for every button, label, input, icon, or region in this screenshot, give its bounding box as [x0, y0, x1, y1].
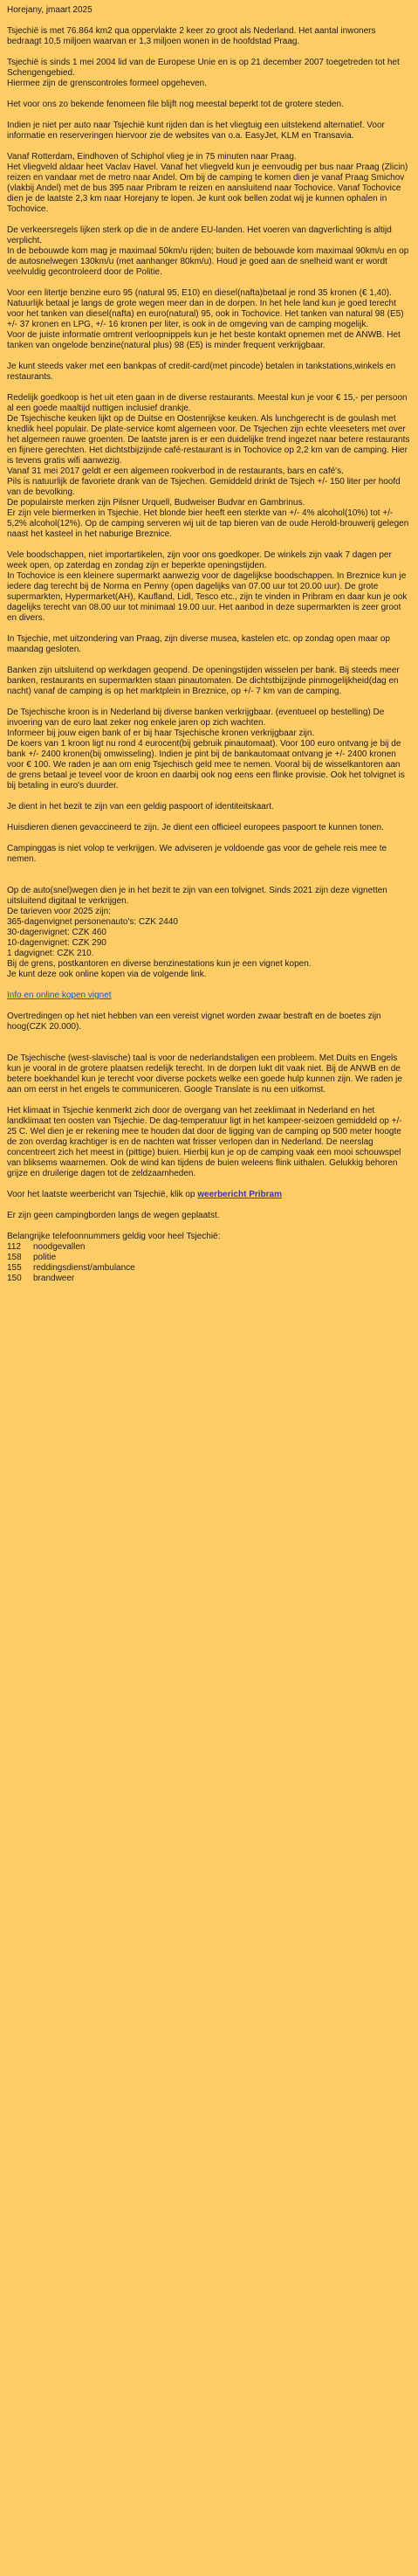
weather-pribram-link[interactable]: weerbericht Pribram: [197, 1190, 282, 1199]
paragraph-airport-route: Vanaf Rotterdam, Eindhoven of Schiphol vlieg je in 75 minuten naar Praag. Het vliegveld aldaar heet Vaclav Havel. Vanaf het vliegveld kun je eenvoudig per bus naar Praag (Zlicin) reizen en vandaar met de metro naar Andel. Om bij de camping te komen dien je vanaf Praag Smichov (vlakbij Andel) met de bus 395 naar Pribram te reizen en aansluitend naar Tochovice. Vanaf Tochovice dien je de laatste 2,3 km naar Horejany te lopen. Je kunt ook bellen zodat wij je kunnen ophalen in Tochovice.: [7, 152, 408, 214]
weather-section: [7, 1190, 411, 1200]
phone-numbers-section: [7, 1232, 411, 1284]
table-row: [7, 1253, 135, 1263]
phone-number: 150: [7, 1274, 22, 1283]
paragraph-banks: Banken zijn uitsluitend op werkdagen geopend. De openingstijden wisselen per bank. Bij steeds meer banken, restaurants en supermarkten staan pinautomaten. De dichtstbijzijnde pinmogelijkheid(dag en nacht) vanaf de camping is op het marktplein in Breznice, op +/- 7 km van de camping.: [7, 666, 400, 696]
paragraph-camping-signs: Er zijn geen campingborden langs de wegen geplaatst.: [7, 1211, 220, 1220]
paragraph-traffic-jams: Het voor ons zo bekende fenomeen file blijft nog meestal beperkt tot de grotere steden.: [7, 100, 344, 109]
table-row: [7, 1242, 135, 1253]
phone-numbers-heading: Belangrijke telefoonnummers geldig voor heel Tsjechië:: [7, 1232, 221, 1241]
vignette-info-link[interactable]: Info en online kopen vignet: [7, 991, 112, 1000]
document-page: [0, 0, 418, 1284]
vignette-outro: Overtredingen op het niet hebben van een vereist vignet worden zwaar bestraft en de boetes zijn hoog(CZK 20.000).: [7, 1012, 381, 1032]
weather-text: Voor het laatste weerbericht van Tsjechië, klik op: [7, 1190, 198, 1199]
paragraph-eu-membership: Tsjechië is sinds 1 mei 2004 lid van de Europese Unie en is op 21 december 2007 toegetreden tot het Schengengebied. Hiermee zijn de grenscontroles formeel opgeheven.: [7, 58, 400, 88]
paragraph-traffic-rules: De verkeersregels lijken sterk op die in de andere EU-landen. Het voeren van dagverlichting is altijd verplicht. In de bebouwde kom mag je maximaal 50km/u rijden; buiten de bebouwde kom maximaal 90km/u en op de autosnelwegen 130km/u (met aanhanger 80km/u). Houd je goed aan de snelheid want er wordt veelvuldig gecontroleerd door de Politie.: [7, 225, 409, 277]
paragraph-passport: Je dient in het bezit te zijn van een geldig paspoort of identiteitskaart.: [7, 802, 274, 811]
phone-number: 158: [7, 1253, 22, 1262]
paragraph-currency: De Tsjechische kroon is in Nederland bij diverse banken verkrijgbaar. (eventueel op bestelling) De invoering van de euro laat zeker nog enkele jaren op zich wachten. Informeer bij jouw eigen bank of er bij haar Tsjechische kronen verkrijgbaar zijn. De koers van 1 kroon ligt nu rond 4 eurocent(bij gebruik pinautomaat). Voor 100 euro ontvang je bij de bank +/- 2400 kronen(bij omwisseling). Indien je pint bij de bankautomaat ontvang je +/- 2400 kronen voor € 100. We raden je aan om enig Tsjechisch geld mee te nemen. Vooral bij de wisselkantoren aan de grens betaal je teveel voor de kroon en daarbij ook nog eens een flinke provisie. Ook het tolvignet is bij betaling in euro's duurder.: [7, 708, 405, 791]
paragraph-restaurants: Redelijk goedkoop is het uit eten gaan in de diverse restaurants. Meestal kun je voor € 15,- per persoon al een goede maaltijd nuttigen inclusief drankje. De Tsjechische keuken lijkt op de Duitse en Oostenrijkse keuken. Als lunchgerecht is de goulash met knedlik heel populair. De plate-service komt algemeen voor. De Tsjechen zijn echte vleeseters met over het algemeen rauwe groenten. De laatste jaren is er een duidelijke trend ingezet naar betere restaurants en fijnere gerechten. Het dichtstbijzijnde café-restaurant is in Tochovice op 2,2 km van de camping. Hier is tevens gratis wifi aanwezig. Vanaf 31 mei 2017 geldt er een algemeen rookverbod in de restaurants, bars en café's. Pils is natuurlijk de favoriete drank van de Tsjechen. Gemiddeld drinkt de Tsjech +/- 150 liter per hoofd van de bevolking. De populairste merken zijn Pilsner Urquell, Budweiser Budvar en Gambrinus. Er zijn vele biermerken in Tsjechie. Het blonde bier heeft een sterkte van +/- 4% alcohol(10%) tot +/- 5,2% alcohol(12%). Op de camping serveren wij uit de tap bieren van de oude Herold-brouwerij gelegen naast het kasteel in het naburige Breznice.: [7, 393, 410, 539]
table-row: [7, 1263, 135, 1274]
paragraph-shopping: Vele boodschappen, niet importartikelen, zijn voor ons goedkoper. De winkels zijn vaak 7 dagen per week open, op zaterdag en zondag zijn er beperkte openingstijden. In Tochovice is een kleinere supermarkt aanwezig voor de dagelijkse boodschappen. In Breznice kun je iedere dag terecht bij de Norma en Penny (open dagelijks van 07.00 uur tot 20.00 uur). De grote supermarkten, Hypermarket(AH), Kaufland, Lidl, Tesco etc., zijn te vinden in Pribram en daar kun je ook dagelijks terecht van 08.00 uur tot minimaal 19.00 uur. Het aanbod in deze supermarkten is zeer groot en divers.: [7, 550, 408, 623]
phone-number: 112: [7, 1242, 21, 1252]
paragraph-camping-gas: Campinggas is niet volop te verkrijgen. We adviseren je voldoende gas voor de gehele reis mee te nemen.: [7, 844, 387, 864]
paragraph-fuel: Voor een litertje benzine euro 95 (natural 95, E10) en diesel(nafta)betaal je rond 35 kronen (€ 1,40). Natuurlijk betaal je langs de grote wegen meer dan in de dorpen. In het hele land kun je goed terecht voor het tanken van diesel(nafta) en euro(natural) 95, ook in Tochovice. Het tanken van natural 98 (E5) +/- 37 kronen en LPG, +/- 16 kronen per liter, is ook in de omgeving van de camping mogelijk. Voor de juiste informatie omtrent verloopnippels kun je het beste kontakt opnemen met de ANWB. Het tanken van ongelode benzine(natural plus) 98 (E5) is minder frequent verkrijgbaar.: [7, 288, 404, 350]
phone-label: noodgevallen: [33, 1242, 86, 1252]
phone-numbers-table: [7, 1242, 135, 1284]
table-row: [7, 1274, 135, 1284]
paragraph-museums: In Tsjechie, met uitzondering van Praag, zijn diverse musea, kastelen etc. op zondag open maar op maandag gesloten.: [7, 634, 390, 654]
paragraph-climate: Het klimaat in Tsjechie kenmerkt zich door de overgang van het zeeklimaat in Nederland en het landklimaat ten oosten van Tsjechie. De dag-temperatuur ligt in het kampeer-seizoen gemiddeld op +/- 25 C. Wel dien je er rekening mee te houden dat door de ligging van de camping op 500 meter hoogte de zon overdag krachtiger is en de nachten wat frisser verlopen dan in Nederland. De neerslag concentreert zich het meest in (pittige) buien. Hierbij kun je op de camping vaak een mooi schouwspel van bliksems waarnemen. Ook de wind kan tijdens de buien weleens flink uithalen. Gelukkig behoren grijze en druilerige dagen tot de zeldzaamheden.: [7, 1106, 402, 1178]
paragraph-flights: Indien je niet per auto naar Tsjechië kunt rijden dan is het vliegtuig een uitstekend alternatief. Voor informatie en reserveringen hiervoor zie de websites van o.a. EasyJet, KLM en Transavia.: [7, 121, 385, 141]
phone-label: politie: [33, 1253, 57, 1262]
phone-label: brandweer: [33, 1274, 75, 1283]
vignette-intro: Op de auto(snel)wegen dien je in het bezit te zijn van een tolvignet. Sinds 2021 zijn deze vignetten uitsluitend digitaal te verkrijgen. De tarieven voor 2025 zijn: 365-dagenvignet personenauto's: CZK 2440 30-dagenvignet: CZK 460 10-dagenvignet: CZK 290 1 dagvignet: CZK 210. Bij de grens, postkantoren en diverse benzinestations kun je een vignet kopen. Je kunt deze ook online kopen via de volgende link.: [7, 886, 387, 979]
paragraph-list: [7, 26, 411, 865]
paragraph-card-payment: Je kunt steeds vaker met een bankpas of credit-card(met pincode) betalen in tankstations,winkels en restaurants.: [7, 362, 396, 382]
vignette-section: [7, 875, 411, 1043]
paragraph-pets: Huisdieren dienen gevaccineerd te zijn. Je dient een officieel europees paspoort te kunnen tonen.: [7, 823, 384, 832]
paragraph-language: De Tsjechische (west-slavische) taal is voor de nederlandstaligen een probleem. Met Duits en Engels kun je vooral in de grotere plaatsen redelijk terecht. In de dorpen lukt dit vaak niet. Bij de ANWB en de betere boekhandel kun je terecht voor diverse pockets welke een goede hulp kunnen zijn. We raden je aan om eerst in het engels te communiceren. Google Translate is nu een uitkomst.: [7, 1053, 402, 1095]
phone-label: reddingsdienst/ambulance: [33, 1263, 135, 1273]
phone-number: 155: [7, 1263, 22, 1273]
paragraph-country-size: Tsjechië is met 76.864 km2 qua oppervlakte 2 keer zo groot als Nederland. Het aantal inwoners bedraagt 10,5 miljoen waarvan er 1,3 miljoen wonen in de hoofdstad Praag.: [7, 26, 376, 46]
date-line: Horejany, jmaart 2025: [7, 5, 93, 15]
